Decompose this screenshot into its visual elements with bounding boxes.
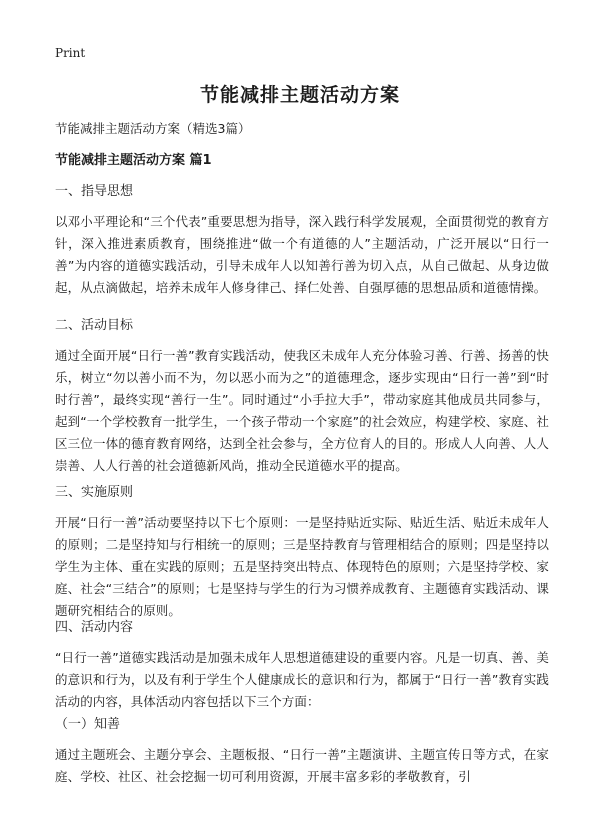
section-heading-principles: 三、实施原则	[55, 485, 134, 500]
section-heading-activity-content: 四、活动内容	[55, 620, 134, 635]
section-body-guiding-ideology: 以邓小平理论和“三个代表”重要思想为指导，深入践行科学发展观，全面贯彻党的教育方针，深入推进素质教育，围绕推进“做一个有道德的人”主题活动，广泛开展以“日行一善”为内容的道德实践活动，引导未成年人以知善行善为切入点，从自己做起、从身边做起，从点滴做起，培养未成年人修身律己、择仁处善、自强厚德的思想品质和道德情操。	[55, 214, 549, 295]
section-heading-activity-goals: 二、活动目标	[55, 318, 134, 333]
article-heading: 节能减排主题活动方案 篇1	[55, 153, 212, 168]
section-body-activity-content: “日行一善”道德实践活动是加强未成年人思想道德建设的重要内容。凡是一切真、善、美的意识和行为，以及有利于学生个人健康成长的意识和行为，都属于“日行一善”教育实践活动的内容，具体活动内容包括以下三个方面：	[55, 650, 549, 709]
subsection-heading-know-good: （一）知善	[55, 717, 121, 732]
section-heading-guiding-ideology: 一、指导思想	[55, 184, 134, 199]
section-body-principles: 开展“日行一善”活动要坚持以下七个原则：一是坚持贴近实际、贴近生活、贴近未成年人的原则；二是坚持知与行相统一的原则；三是坚持教育与管理相结合的原则；四是坚持以学生为主体、重在实践的原则；五是坚持突出特点、体现特色的原则；六是坚持学校、家庭、社会“三结合”的原则；七是坚持与学生的行为习惯养成教育、主题德育实践活动、课题研究相结合的原则。	[55, 515, 549, 618]
print-link[interactable]: Print	[55, 46, 86, 60]
document-subtitle: 节能减排主题活动方案（精选3篇）	[55, 121, 251, 136]
subsection-body-know-good: 通过主题班会、主题分享会、主题板报、“日行一善”主题演讲、主题宣传日等方式，在家庭、学校、社区、社会挖掘一切可利用资源，开展丰富多彩的孝敬教育，引	[55, 747, 549, 784]
section-body-activity-goals: 通过全面开展“日行一善”教育实践活动，使我区未成年人充分体验习善、行善、扬善的快乐，树立“勿以善小而不为，勿以恶小而为之”的道德理念，逐步实现由“日行一善”到“时时行善”，最终实现“善行一生”。同时通过“小手拉大手”，带动家庭其他成员共同参与，起到“一个学校教育一批学生，一个孩子带动一个家庭”的社会效应，构建学校、家庭、社区三位一体的德育教育网络，达到全社会参与，全方位育人的目的。形成人人向善、人人崇善、人人行善的社会道德新风尚，推动全民道德水平的提高。	[55, 348, 549, 473]
page-title: 节能减排主题活动方案	[199, 84, 400, 106]
